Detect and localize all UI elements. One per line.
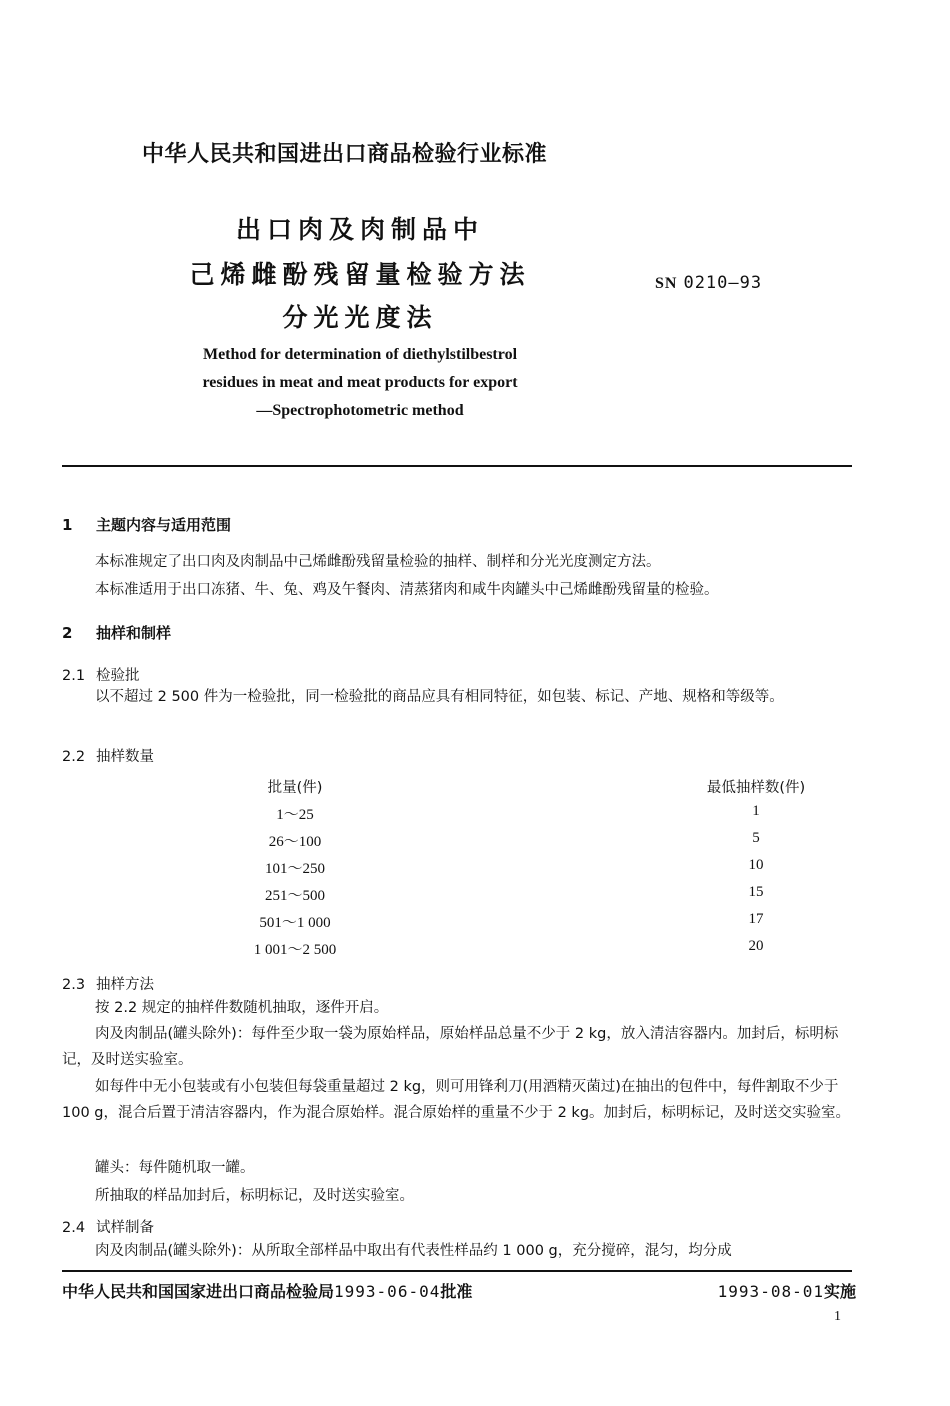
- section-2-1-heading: [62, 664, 140, 685]
- page-number: 1: [834, 1309, 841, 1324]
- section-1-paragraph-1: 本标准规定了出口肉及肉制品中己烯雌酚残留量检验的抽样、制样和分光光度测定方法。: [95, 554, 661, 570]
- table-cell-batch: 1 001～2 500: [253, 942, 337, 958]
- issuing-organization: 中华人民共和国进出口商品检验行业标准: [142, 142, 548, 167]
- approval-line: [62, 1279, 472, 1302]
- approval-date: 1993-06-04: [334, 1282, 441, 1301]
- section-1-number: 1: [62, 516, 73, 534]
- table-cell-min: 20: [748, 938, 764, 954]
- title-line-3: 分光光度法: [282, 303, 438, 332]
- section-2-4-number: 2.4: [62, 1220, 86, 1236]
- section-1-heading: [62, 514, 231, 535]
- standard-code-number: 0210—93: [683, 273, 763, 293]
- english-title-line-1: Method for determination of diethylstilbestrol: [202, 346, 518, 363]
- section-2-2-title: 抽样数量: [96, 749, 154, 765]
- section-2-4-title: 试样制备: [96, 1220, 154, 1236]
- section-1-title: 主题内容与适用范围: [96, 516, 232, 534]
- title-line-1: 出口肉及肉制品中: [235, 215, 484, 244]
- table-cell-min: 10: [748, 857, 764, 873]
- table-cell-min: 1: [752, 803, 760, 819]
- standard-code-prefix: SN: [655, 275, 678, 292]
- section-2-3-paragraph-1: 按 2.2 规定的抽样件数随机抽取，逐件开启。: [95, 1000, 389, 1016]
- footer-divider: [62, 1270, 852, 1272]
- section-2-4-heading: [62, 1216, 154, 1237]
- section-2-title: 抽样和制样: [96, 624, 172, 642]
- effective-suffix: 实施: [823, 1282, 856, 1301]
- section-2-1-number: 2.1: [62, 668, 86, 684]
- header-divider: [62, 465, 852, 467]
- section-2-1-paragraph: 以不超过 2 500 件为一检验批，同一检验批的商品应具有相同特征，如包装、标记、产地、规格和等级等。: [95, 689, 784, 705]
- table-cell-batch: 26～100: [268, 834, 322, 850]
- table-cell-batch: 501～1 000: [259, 915, 331, 931]
- standard-code: [655, 273, 762, 293]
- title-line-2: 己烯雌酚残留量检验方法: [189, 260, 531, 289]
- english-title-line-3: —Spectrophotometric method: [256, 402, 464, 419]
- table-cell-min: 17: [748, 911, 764, 927]
- effective-date: 1993-08-01: [717, 1282, 824, 1301]
- table-cell-batch: 251～500: [264, 888, 325, 904]
- table-header-min-samples: 最低抽样数(件): [706, 780, 806, 796]
- section-2-3-number: 2.3: [62, 977, 86, 993]
- section-2-3-title: 抽样方法: [96, 977, 154, 993]
- section-2-number: 2: [62, 624, 73, 642]
- section-2-2-heading: [62, 745, 154, 766]
- section-2-3-paragraph-4: 罐头：每件随机取一罐。: [95, 1160, 255, 1176]
- table-cell-min: 5: [752, 830, 760, 846]
- section-2-heading: [62, 622, 171, 643]
- section-2-2-number: 2.2: [62, 749, 86, 765]
- table-cell-batch: 101～250: [264, 861, 325, 877]
- section-2-3-paragraph-5: 所抽取的样品加封后，标明标记，及时送实验室。: [95, 1188, 414, 1204]
- table-header-batch: 批量(件): [267, 780, 323, 796]
- approval-suffix: 批准: [440, 1282, 473, 1301]
- section-2-1-title: 检验批: [96, 668, 140, 684]
- table-cell-batch: 1～25: [276, 807, 314, 823]
- section-2-3-heading: [62, 973, 154, 994]
- section-2-3-paragraph-2: 肉及肉制品(罐头除外)：每件至少取一袋为原始样品，原始样品总量不少于 2 kg，放入清洁容器内。加封后，标明标记，及时送实验室。: [62, 1026, 839, 1068]
- table-cell-min: 15: [748, 884, 764, 900]
- section-1-paragraph-2: 本标准适用于出口冻猪、牛、兔、鸡及午餐肉、清蒸猪肉和咸牛肉罐头中己烯雌酚残留量的检验。: [95, 582, 719, 598]
- section-2-4-paragraph: 肉及肉制品(罐头除外)：从所取全部样品中取出有代表性样品约 1 000 g，充分搅碎，混匀，均分成: [95, 1243, 732, 1259]
- approval-authority: 中华人民共和国国家进出口商品检验局: [62, 1282, 335, 1301]
- effective-line: [718, 1279, 856, 1302]
- english-title-line-2: residues in meat and meat products for export: [202, 374, 518, 391]
- section-2-3-paragraph-3: 如每件中无小包装或有小包装但每袋重量超过 2 kg，则可用锋利刀(用酒精灭菌过)在抽出的包件中，每件割取不少于 100 g，混合后置于清洁容器内，作为混合原始样。混合原始样的重量不少于 2 kg。加封后，标明标记，及时送交实验室。: [62, 1079, 851, 1121]
